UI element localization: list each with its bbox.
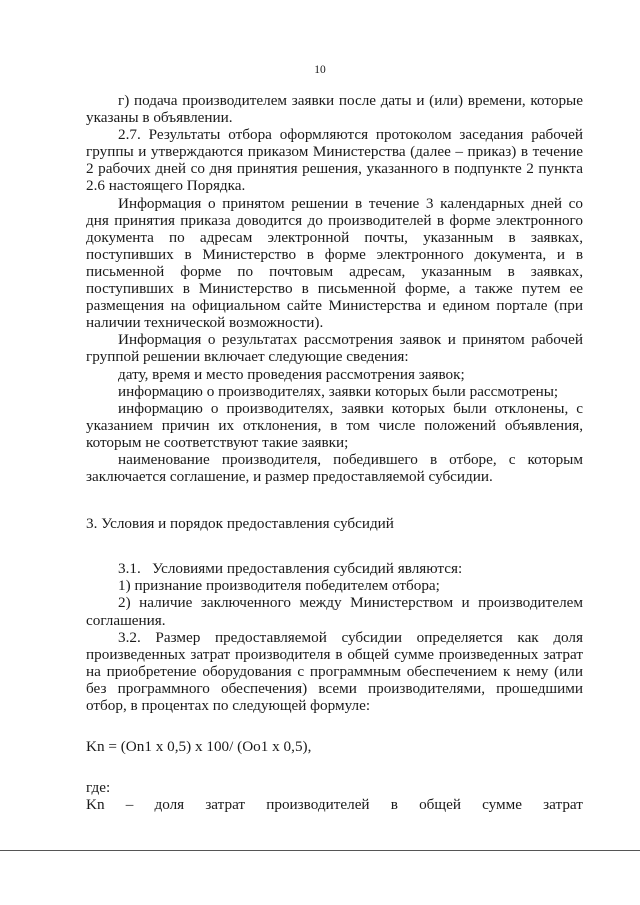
kn-word: Kn [86,796,105,814]
paragraph: 3.1. Условиями предоставления субсидий являются: [118,560,463,578]
document-body [86,92,583,813]
page-number: 10 [314,64,326,76]
paragraph: 2.7. Результаты отбора оформляются протоколом заседания рабочей группы и утверждаются приказом Министерства (далее – приказ) в течение 2 рабочих дней со дня принятия решения, указанного в подпункте 2 пункта 2.6 настоящего Порядка. [86,126,583,195]
kn-definition-line [86,796,583,813]
kn-word: производителей [266,796,370,814]
list-item: информацию о производителях, заявки которых были отклонены, с указанием причин их отклонения, в том числе положений объявления, которым не соответствуют такие заявки; [86,399,583,451]
kn-word: в [390,796,398,814]
kn-word: затрат [205,796,246,814]
list-item: наименование производителя, победившего в отборе, с которым заключается соглашение, и размер предоставляемой субсидии. [86,450,583,486]
kn-word: – [125,796,134,814]
list-item: дату, время и место проведения рассмотрения заявок; [118,365,465,383]
formula: Kn = (Оn1 x 0,5) x 100/ (Оо1 x 0,5), [86,738,312,756]
kn-word: затрат [543,796,583,814]
paragraph: Информация о принятом решении в течение 3 календарных дней со дня принятия приказа доводится до производителей в форме электронного документа по адресам электронной почты, указанным в заявках, поступивших в Министерство в форме электронного документа, и в письменной форме по почтовым адресам, указанным в заявках, поступивших в Министерство в письменной форме, а также путем ее размещения на официальном сайте Министерства и едином портале (при наличии технической возможности). [86,194,583,332]
kn-word: доля [154,796,185,814]
kn-word: общей [419,796,461,814]
where-label: где: [86,779,111,797]
paragraph: г) подача производителем заявки после даты и (или) времени, которые указаны в объявлении. [86,92,583,127]
scan-edge-line [0,850,640,852]
paragraph: Информация о результатах рассмотрения заявок и принятом рабочей группой решении включает следующие сведения: [86,331,583,366]
list-item: 2) наличие заключенного между Министерством и производителем соглашения. [86,594,583,629]
list-item: 1) признание производителя победителем отбора; [118,577,440,595]
section-heading: 3. Условия и порядок предоставления субсидий [86,515,394,533]
paragraph: 3.2. Размер предоставляемой субсидии определяется как доля произведенных затрат производителя в общей сумме произведенных затрат на приобретение оборудования с программным обеспечением к нему (или без программного обеспечения) всеми производителями, прошедшими отбор, в процентах по следующей формуле: [86,628,583,714]
list-item: информацию о производителях, заявки которых были рассмотрены; [118,382,559,400]
kn-word: сумме [482,796,523,814]
